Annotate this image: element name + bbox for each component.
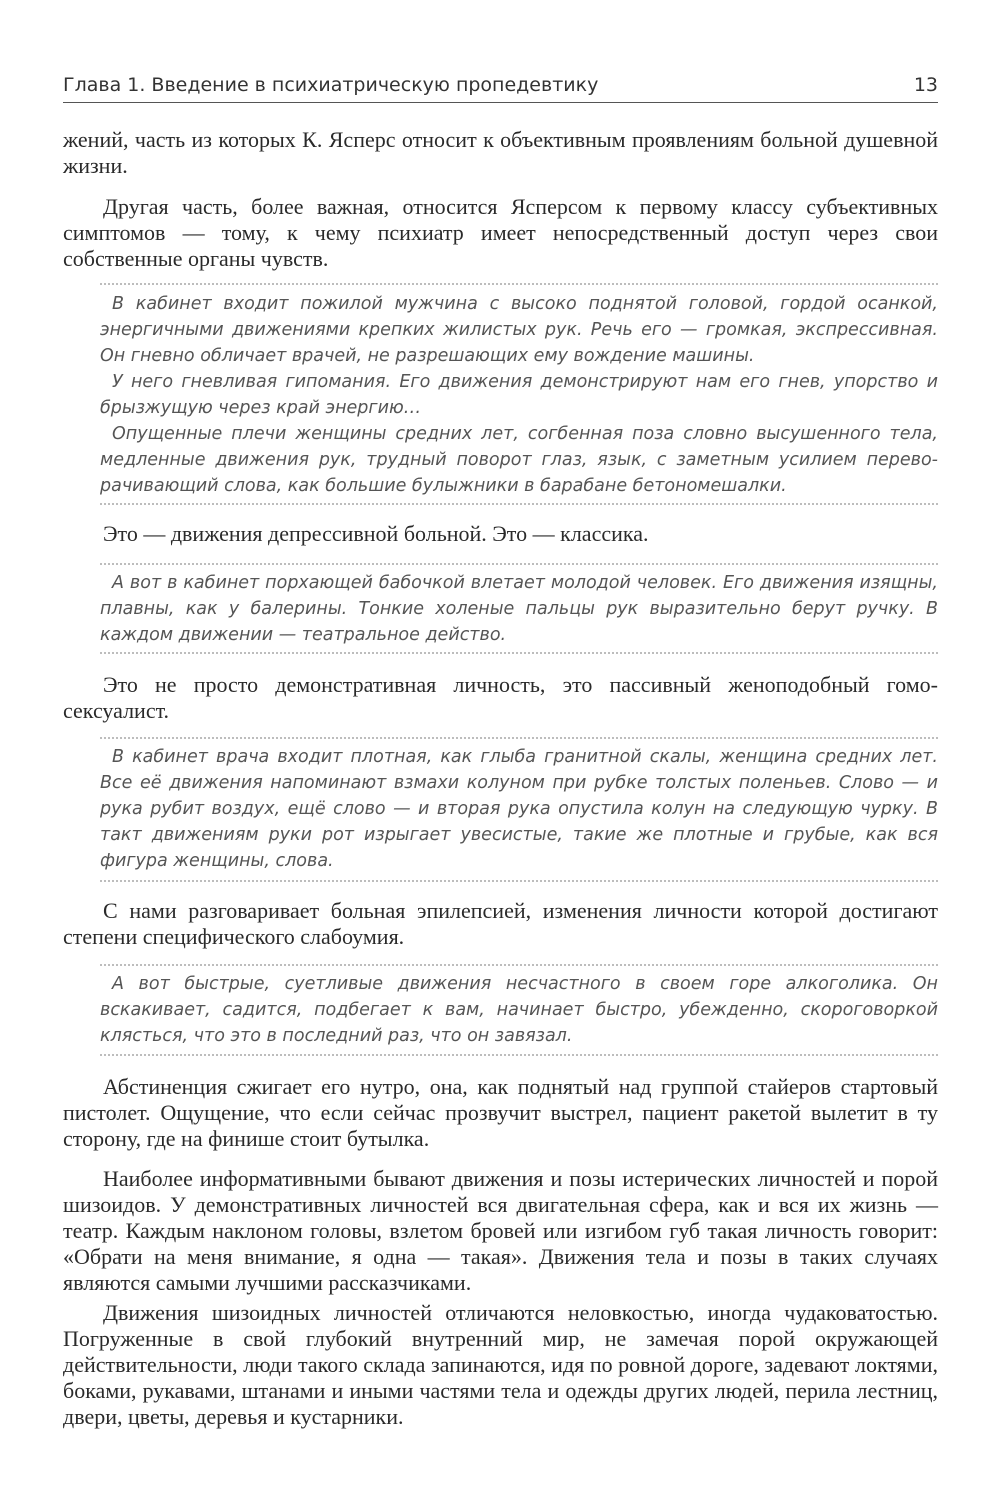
case-quote-alcoholic: А вот быстрые, суетливые движения несчастного в своем горе алкоголика. Он вскакивает, садится, подбегает к вам, начинает быстро, убежденно, скороговоркой клясться, что это в последний раз, что он завязал. bbox=[100, 974, 938, 1046]
page-number: 13 bbox=[913, 74, 938, 96]
case-quote-hypomania-comment: У него гневливая гипомания. Его движения демонстрируют нам его гнев, упорство и брызжущую через край энергию… bbox=[100, 372, 938, 418]
quote-divider bbox=[100, 652, 938, 654]
paragraph-epilepsy: С нами разговаривает больная эпилепсией, изменения личности которой достигают степени специфического слабоумия. bbox=[63, 898, 938, 949]
case-quote-granite-woman: В кабинет врача входит плотная, как глыба гранитной скалы, женщина средних лет. Все её движения напоминают взмахи колуном при рубке толстых поленьев. Слово — и рука рубит воздух, ещё слово — и вторая рука опустила колун на следующую чурку. В такт движениям руки рот изрыгает увесистые, такие же плотные и грубые, как вся фигура женщины, слова. bbox=[100, 747, 938, 871]
quote-divider bbox=[100, 503, 938, 505]
paragraph-schizoid: Движения шизоидных личностей отличаются неловкостью, иногда чудаковатостью. Погруженные в свой глубокий внутренний мир, не замечая порой окружающей действительности, люди такого склада запинаются, идя по ровной дороге, задевают локтями, боками, рукавами, штанами и иными частями тела и одежды других людей, перила лестниц, двери, цветы, деревья и кустарники. bbox=[63, 1300, 938, 1429]
running-header bbox=[63, 70, 938, 103]
paragraph-abstinence: Абстиненция сжигает его нутро, она, как поднятый над группой стайеров стартовый пистолет. Ощущение, что если сейчас прозвучит выстрел, пациент ракетой вылетит в ту сторону, где на финише стоит бутылка. bbox=[63, 1074, 938, 1151]
paragraph-continuation: жений, часть из которых К. Ясперс относит к объективным проявлениям больной душевной жизни. bbox=[63, 127, 938, 178]
quote-divider bbox=[100, 964, 938, 966]
paragraph-demonstrative: Это не просто демонстративная личность, это пассивный женоподобный гомосексуалист. bbox=[63, 672, 938, 723]
case-quote-hypomania: В кабинет входит пожилой мужчина с высоко поднятой головой, гордой осанкой, энергичными движениями крепких жилистых рук. Речь его — громкая, экспрессивная. Он гневно обличает врачей, не разрешающих ему вождение машины. bbox=[100, 294, 938, 366]
quote-divider bbox=[100, 737, 938, 739]
quote-divider bbox=[100, 283, 938, 285]
case-quote-depression: Опущенные плечи женщины средних лет, согбенная поза словно высушенного тела, медленные движения рук, трудный поворот глаз, язык, с заметным усилием переворачивающий слова, как большие булыжники в барабане бетономешалки. bbox=[100, 424, 938, 496]
quote-divider bbox=[100, 1054, 938, 1056]
case-quote-butterfly: А вот в кабинет порхающей бабочкой влетает молодой человек. Его движения изящны, плавны, как у балерины. Тонкие холеные пальцы рук выразительно берут ручку. В каждом движении — театральное действо. bbox=[100, 573, 938, 645]
quote-divider bbox=[100, 880, 938, 882]
quote-divider bbox=[100, 563, 938, 565]
paragraph-depression: Это — движения депрессивной больной. Это — классика. bbox=[103, 521, 649, 546]
chapter-title: Глава 1. Введение в психиатрическую пропедевтику bbox=[63, 74, 599, 96]
paragraph-subjective-symptoms: Другая часть, более важная, относится Ясперсом к первому классу субъективных симптомов — тому, к чему психиатр имеет непосредственный доступ через свои собственные органы чувств. bbox=[63, 194, 938, 271]
paragraph-hysteric: Наиболее информативными бывают движения и позы истерических личностей и порой шизоидов. У демонстративных личностей вся двигательная сфера, как и вся их жизнь — театр. Каждым наклоном головы, взлетом бровей или изгибом губ такая личность говорит: «Обрати на меня внимание, я одна — такая». Движения тела и позы в таких случаях являются самыми лучшими рассказчиками. bbox=[63, 1166, 938, 1295]
